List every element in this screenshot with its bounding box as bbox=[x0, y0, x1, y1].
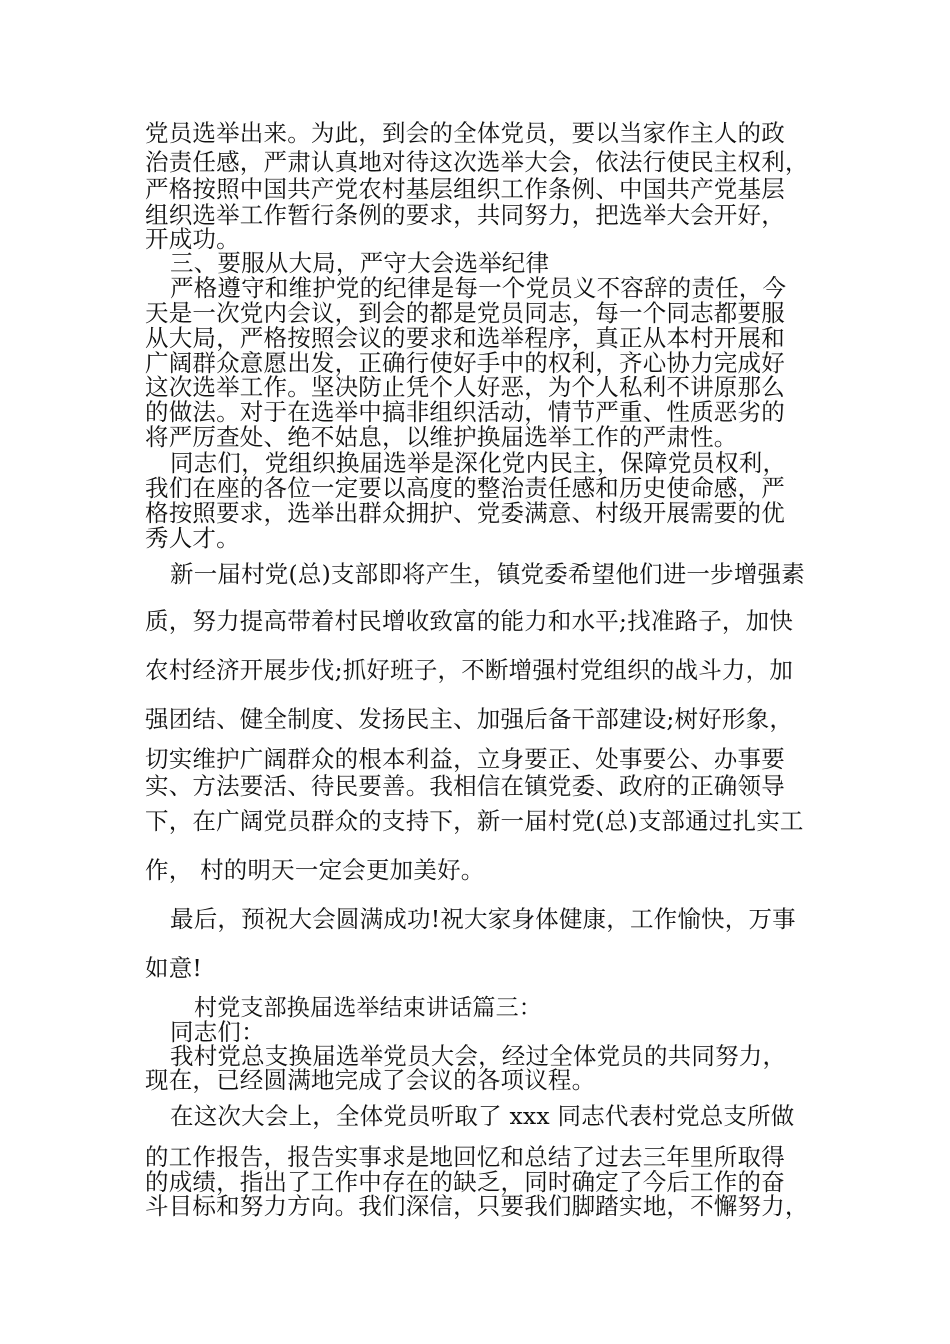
text-line: 下，在广阔党员群众的支持下，新一届村党(总)支部通过扎实工 bbox=[145, 807, 804, 835]
text-line: 治责任感，严肃认真地对待这次选举大会，依法行使民主权利， bbox=[145, 148, 809, 176]
salutation: 同志们： bbox=[170, 1018, 265, 1046]
text-line: 党员选举出来。为此，到会的全体党员，要以当家作主人的政 bbox=[145, 119, 785, 147]
text-line: 的成绩，指出了工作中存在的缺乏，同时确定了今后工作的奋 bbox=[145, 1168, 785, 1196]
text-line: 严格按照中国共产党农村基层组织工作条例、中国共产党基层 bbox=[145, 175, 785, 203]
text-line: 实、方法要活、待民要善。我相信在镇党委、政府的正确领导 bbox=[145, 772, 785, 800]
text-line: 作， 村的明天一定会更加美好。 bbox=[145, 856, 485, 884]
text-line: 质，努力提高带着村民增收致富的能力和水平;找准路子，加快 bbox=[145, 607, 794, 635]
paragraph-first-line: 我村党总支换届选举党员大会，经过全体党员的共同努力， bbox=[170, 1042, 787, 1070]
paragraph-first-line: 同志们，党组织换届选举是深化党内民主，保障党员权利， bbox=[170, 449, 787, 477]
text-line: 我们在座的各位一定要以高度的整治责任感和历史使命感，严 bbox=[145, 474, 785, 502]
paragraph-first-line: 最后，预祝大会圆满成功!祝大家身体健康，工作愉快，万事 bbox=[170, 905, 796, 933]
text-line: 天是一次党内会议，到会的都是党员同志，每一个同志都要服 bbox=[145, 299, 785, 327]
text-line: 斗目标和努力方向。我们深信，只要我们脚踏实地，不懈努力， bbox=[145, 1192, 809, 1220]
section-title: 村党支部换届选举结束讲话篇三： bbox=[194, 995, 542, 1021]
section-heading: 三、要服从大局，严守大会选举纪律 bbox=[170, 249, 550, 277]
text-line: 秀人才。 bbox=[145, 524, 240, 552]
text-line: 格按照要求，选举出群众拥护、党委满意、村级开展需要的优 bbox=[145, 499, 785, 527]
text-line: 切实维护广阔群众的根本利益，立身要正、处事要公、办事要 bbox=[145, 745, 785, 773]
text-line: 强团结、健全制度、发扬民主、加强后备干部建设;树好形象， bbox=[145, 705, 794, 733]
text-line: 组织选举工作暂行条例的要求，共同努力，把选举大会开好， bbox=[145, 201, 785, 229]
text-line: 广阔群众意愿出发，正确行使好手中的权利，齐心协力完成好 bbox=[145, 349, 785, 377]
paragraph-first-line: 在这次大会上，全体党员听取了 xxx 同志代表村党总支所做 bbox=[170, 1102, 795, 1130]
text-line: 将严厉查处、绝不姑息，以维护换届选举工作的严肃性。 bbox=[145, 423, 738, 451]
text-line: 的做法。对于在选举中搞非组织活动，情节严重、性质恶劣的 bbox=[145, 398, 785, 426]
text-line: 如意! bbox=[145, 954, 203, 982]
text-line: 从大局，严格按照会议的要求和选举程序，真正从本村开展和 bbox=[145, 324, 785, 352]
text-line: 开成功。 bbox=[145, 225, 240, 253]
text-line: 的工作报告，报告实事求是地回忆和总结了过去三年里所取得 bbox=[145, 1143, 785, 1171]
text-line: 农村经济开展步伐;抓好班子，不断增强村党组织的战斗力，加 bbox=[145, 656, 794, 684]
text-line: 现在，已经圆满地完成了会议的各项议程。 bbox=[145, 1066, 596, 1094]
paragraph-first-line: 严格遵守和维护党的纪律是每一个党员义不容辞的责任，今 bbox=[170, 274, 787, 302]
paragraph-first-line: 新一届村党(总)支部即将产生，镇党委希望他们进一步增强素 bbox=[170, 560, 805, 588]
text-line: 这次选举工作。坚决防止凭个人好恶，为个人私利不讲原那么 bbox=[145, 373, 785, 401]
